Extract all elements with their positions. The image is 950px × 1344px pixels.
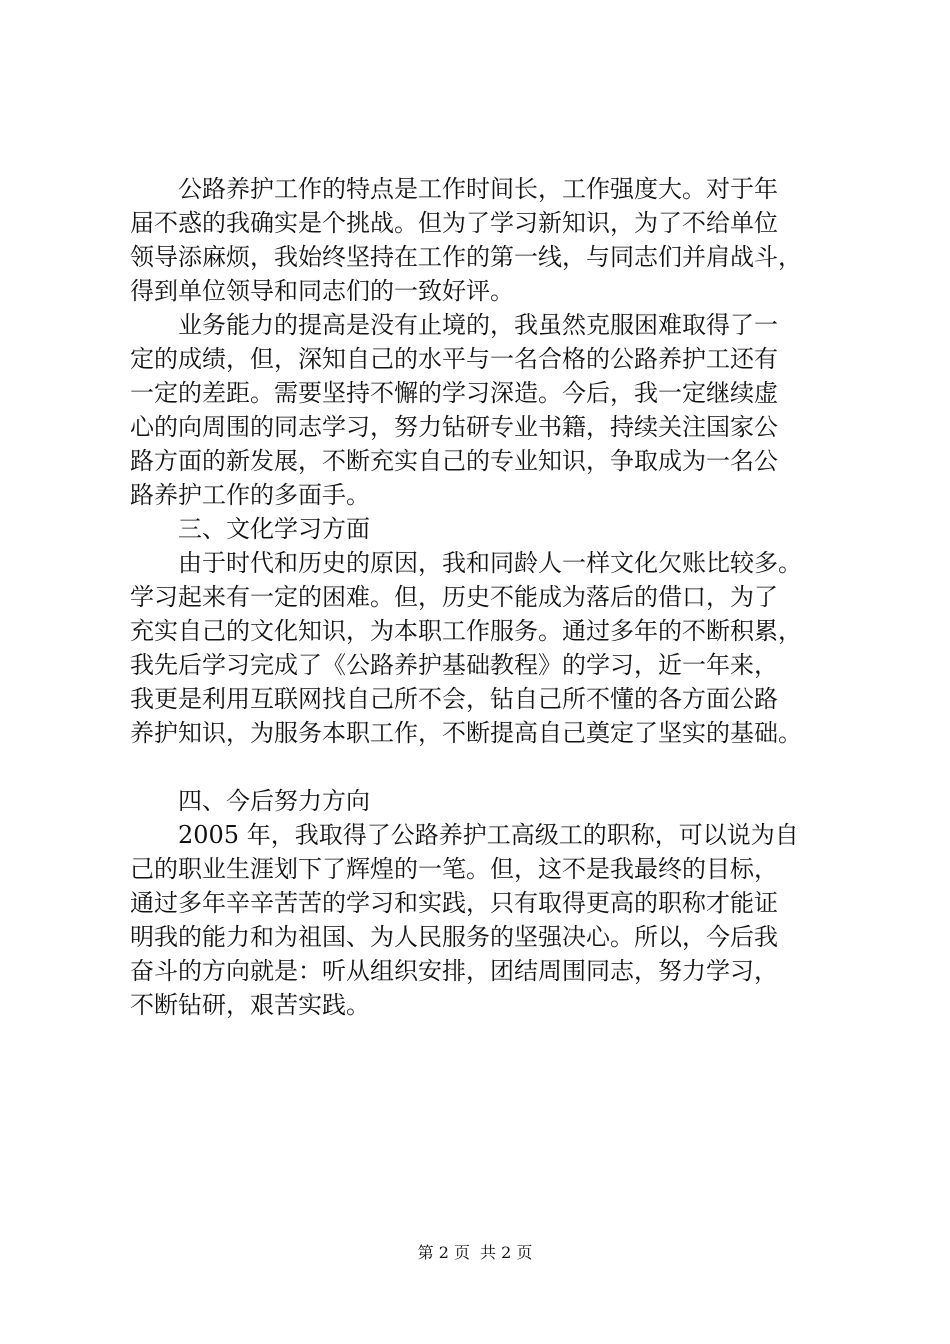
paragraph-2-line-2: 定的成绩，但，深知自己的水平与一名合格的公路养护工还有	[130, 345, 778, 373]
paragraph-3-line-2: 学习起来有一定的困难。但，历史不能成为落后的借口，为了	[130, 583, 778, 611]
paragraph-1-line-4: 得到单位领导和同志们的一致好评。	[130, 277, 514, 305]
paragraph-4-line-5: 奋斗的方向就是：听从组织安排，团结周围同志，努力学习，	[130, 957, 778, 985]
page-number-total: 共 2 页	[480, 1243, 533, 1262]
paragraph-2-line-5: 路方面的新发展，不断充实自己的专业知识，争取成为一名公	[130, 447, 778, 475]
section-heading-cultural-study: 三、文化学习方面	[178, 515, 370, 543]
paragraph-1-line-1: 公路养护工作的特点是工作时间长，工作强度大。对于年	[178, 175, 778, 203]
paragraph-2-line-3: 一定的差距。需要坚持不懈的学习深造。今后，我一定继续虚	[130, 379, 778, 407]
paragraph-1-line-2: 届不惑的我确实是个挑战。但为了学习新知识，为了不给单位	[130, 209, 778, 237]
page-footer	[0, 1242, 950, 1264]
paragraph-4-line-1: 2005 年，我取得了公路养护工高级工的职称，可以说为自	[178, 821, 799, 849]
paragraph-spacer	[130, 750, 850, 784]
paragraph-4-line-2: 己的职业生涯划下了辉煌的一笔。但，这不是我最终的目标，	[130, 855, 778, 883]
paragraph-4-line-4: 明我的能力和为祖国、为人民服务的坚强决心。所以，今后我	[130, 923, 778, 951]
paragraph-3-line-4: 我先后学习完成了《公路养护基础教程》的学习，近一年来，	[130, 651, 778, 679]
paragraph-4-line-3: 通过多年辛辛苦苦的学习和实践，只有取得更高的职称才能证	[130, 889, 778, 917]
page-number-current: 第 2 页	[417, 1243, 470, 1262]
paragraph-2-line-4: 心的向周围的同志学习，努力钻研专业书籍，持续关注国家公	[130, 413, 778, 441]
paragraph-3-line-3: 充实自己的文化知识，为本职工作服务。通过多年的不断积累，	[130, 617, 802, 645]
paragraph-4-line-6: 不断钻研，艰苦实践。	[130, 991, 370, 1019]
paragraph-2-line-1: 业务能力的提高是没有止境的，我虽然克服困难取得了一	[178, 311, 778, 339]
paragraph-2-line-6: 路养护工作的多面手。	[130, 481, 370, 509]
paragraph-3-line-5: 我更是利用互联网找自己所不会，钻自己所不懂的各方面公路	[130, 685, 778, 713]
document-body	[130, 172, 850, 1022]
paragraph-3-line-1: 由于时代和历史的原因，我和同龄人一样文化欠账比较多。	[178, 549, 802, 577]
paragraph-1-line-3: 领导添麻烦，我始终坚持在工作的第一线，与同志们并肩战斗，	[130, 243, 802, 271]
paragraph-3-line-6: 养护知识，为服务本职工作，不断提高自己奠定了坚实的基础。	[130, 719, 802, 747]
section-heading-future-direction: 四、今后努力方向	[178, 787, 370, 815]
